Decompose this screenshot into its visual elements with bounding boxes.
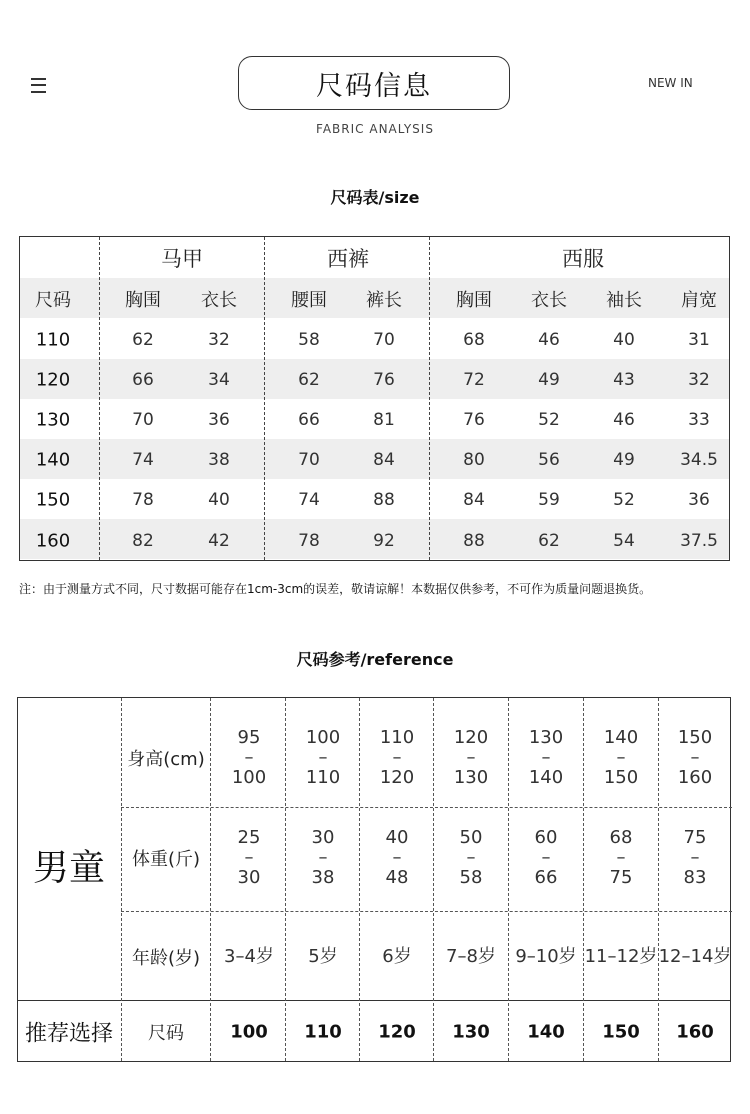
measurement-cell: 36 bbox=[688, 490, 710, 510]
age-value: 5岁 bbox=[308, 946, 338, 967]
weight-value-part: – bbox=[244, 847, 254, 868]
column-divider bbox=[264, 237, 265, 560]
measurement-cell: 78 bbox=[132, 490, 154, 510]
weight-value bbox=[238, 828, 261, 888]
measurement-cell: 40 bbox=[613, 330, 635, 350]
height-value-part: – bbox=[466, 747, 476, 768]
measurement-cell: 49 bbox=[613, 450, 635, 470]
height-value bbox=[454, 728, 488, 788]
size-table-title: 尺码表/size bbox=[330, 188, 420, 207]
row-divider bbox=[121, 911, 732, 912]
measurement-cell: 82 bbox=[132, 531, 154, 551]
size-cell: 120 bbox=[35, 369, 71, 391]
height-value-part: 130 bbox=[453, 767, 489, 788]
recommended-size: 110 bbox=[304, 1021, 342, 1043]
weight-value-part: 48 bbox=[385, 867, 409, 888]
recommended-size: 140 bbox=[527, 1021, 565, 1043]
group-header: 西裤 bbox=[327, 247, 369, 271]
height-value-part: 95 bbox=[237, 727, 261, 748]
measurement-cell: 49 bbox=[538, 370, 560, 390]
weight-value-part: – bbox=[616, 847, 626, 868]
weight-value-part: 75 bbox=[683, 827, 707, 848]
reference-table bbox=[17, 697, 731, 1062]
column-header: 尺码 bbox=[35, 290, 71, 311]
age-value: 7–8岁 bbox=[446, 946, 496, 967]
recommended-size: 130 bbox=[452, 1021, 490, 1043]
measurement-cell: 66 bbox=[298, 410, 320, 430]
measurement-cell: 62 bbox=[132, 330, 154, 350]
column-divider bbox=[508, 698, 509, 1061]
height-value bbox=[306, 728, 340, 788]
size-cell: 150 bbox=[35, 489, 71, 511]
recommended-size: 160 bbox=[676, 1021, 714, 1043]
height-value-part: – bbox=[244, 747, 254, 768]
weight-value-part: – bbox=[466, 847, 476, 868]
weight-label: 体重(斤) bbox=[131, 849, 201, 870]
weight-value bbox=[460, 828, 483, 888]
weight-value-part: 38 bbox=[311, 867, 335, 888]
height-value bbox=[529, 728, 563, 788]
weight-value bbox=[684, 828, 707, 888]
measurement-cell: 31 bbox=[688, 330, 710, 350]
weight-value-part: 50 bbox=[459, 827, 483, 848]
measurement-cell: 76 bbox=[463, 410, 485, 430]
fabric-analysis-subtitle: FABRIC ANALYSIS bbox=[316, 122, 434, 136]
height-value-part: 110 bbox=[379, 727, 415, 748]
height-value-part: 140 bbox=[603, 727, 639, 748]
column-divider bbox=[429, 237, 430, 560]
recommended-size: 100 bbox=[230, 1021, 268, 1043]
height-value-part: – bbox=[392, 747, 402, 768]
column-divider bbox=[285, 698, 286, 1061]
weight-value-part: – bbox=[690, 847, 700, 868]
column-header: 衣长 bbox=[201, 290, 237, 311]
column-header: 胸围 bbox=[125, 290, 161, 311]
measurement-cell: 36 bbox=[208, 410, 230, 430]
age-value: 6岁 bbox=[382, 946, 412, 967]
measurement-cell: 88 bbox=[463, 531, 485, 551]
weight-value-part: 30 bbox=[237, 867, 261, 888]
height-value bbox=[604, 728, 638, 788]
column-divider bbox=[658, 698, 659, 1061]
new-in-label: NEW IN bbox=[648, 76, 693, 90]
measurement-cell: 34 bbox=[208, 370, 230, 390]
column-header: 腰围 bbox=[291, 290, 327, 311]
height-value bbox=[232, 728, 266, 788]
weight-value-part: 75 bbox=[609, 867, 633, 888]
age-value: 3–4岁 bbox=[224, 946, 274, 967]
weight-value-part: 30 bbox=[311, 827, 335, 848]
measurement-cell: 62 bbox=[298, 370, 320, 390]
measurement-cell: 34.5 bbox=[680, 450, 718, 470]
height-label: 身高(cm) bbox=[127, 749, 205, 770]
height-value bbox=[380, 728, 414, 788]
height-value-part: 120 bbox=[453, 727, 489, 748]
measurement-cell: 81 bbox=[373, 410, 395, 430]
height-value-part: – bbox=[541, 747, 551, 768]
weight-value-part: 40 bbox=[385, 827, 409, 848]
height-value-part: 120 bbox=[379, 767, 415, 788]
measurement-cell: 78 bbox=[298, 531, 320, 551]
size-cell: 110 bbox=[35, 329, 71, 351]
age-label: 年龄(岁) bbox=[131, 948, 201, 969]
recommended-size: 150 bbox=[602, 1021, 640, 1043]
column-divider bbox=[210, 698, 211, 1061]
group-label-boys: 男童 bbox=[32, 847, 106, 889]
measurement-cell: 43 bbox=[613, 370, 635, 390]
measurement-cell: 66 bbox=[132, 370, 154, 390]
weight-value bbox=[386, 828, 409, 888]
size-cell: 140 bbox=[35, 449, 71, 471]
row-divider bbox=[121, 807, 732, 808]
measurement-cell: 74 bbox=[132, 450, 154, 470]
weight-value-part: 66 bbox=[534, 867, 558, 888]
measurement-cell: 68 bbox=[463, 330, 485, 350]
weight-value bbox=[312, 828, 335, 888]
measurement-cell: 88 bbox=[373, 490, 395, 510]
measurement-cell: 58 bbox=[298, 330, 320, 350]
size-cell: 160 bbox=[35, 530, 71, 552]
height-value bbox=[678, 728, 712, 788]
measurement-cell: 80 bbox=[463, 450, 485, 470]
reference-table-title: 尺码参考/reference bbox=[296, 650, 454, 669]
column-header: 袖长 bbox=[606, 290, 642, 311]
group-header: 马甲 bbox=[161, 247, 203, 271]
page-title: 尺码信息 bbox=[316, 70, 432, 102]
column-divider bbox=[121, 698, 122, 1061]
measurement-cell: 70 bbox=[298, 450, 320, 470]
height-value-part: 140 bbox=[528, 767, 564, 788]
height-value-part: – bbox=[690, 747, 700, 768]
height-value-part: 100 bbox=[305, 727, 341, 748]
height-value-part: 130 bbox=[528, 727, 564, 748]
weight-value-part: – bbox=[541, 847, 551, 868]
column-divider bbox=[583, 698, 584, 1061]
measurement-cell: 42 bbox=[208, 531, 230, 551]
measurement-cell: 92 bbox=[373, 531, 395, 551]
height-value-part: 150 bbox=[603, 767, 639, 788]
measurement-cell: 33 bbox=[688, 410, 710, 430]
height-value-part: 110 bbox=[305, 767, 341, 788]
age-value: 12–14岁 bbox=[658, 946, 732, 967]
weight-value bbox=[535, 828, 558, 888]
measurement-cell: 84 bbox=[463, 490, 485, 510]
row-divider bbox=[18, 1000, 730, 1001]
measurement-cell: 56 bbox=[538, 450, 560, 470]
measurement-cell: 76 bbox=[373, 370, 395, 390]
measurement-cell: 74 bbox=[298, 490, 320, 510]
recommend-label: 推荐选择 bbox=[24, 1021, 114, 1047]
weight-value-part: 58 bbox=[459, 867, 483, 888]
measurement-cell: 32 bbox=[208, 330, 230, 350]
group-header: 西服 bbox=[562, 247, 604, 271]
column-header: 肩宽 bbox=[681, 290, 717, 311]
measurement-note: 注：由于测量方式不同，尺寸数据可能存在1cm-3cm的误差，敬请谅解！本数据仅供参考，不可作为质量问题退换货。 bbox=[19, 582, 652, 596]
measurement-cell: 84 bbox=[373, 450, 395, 470]
size-cell: 130 bbox=[35, 409, 71, 431]
age-value: 9–10岁 bbox=[515, 946, 577, 967]
height-value-part: 100 bbox=[231, 767, 267, 788]
weight-value-part: – bbox=[318, 847, 328, 868]
measurement-cell: 46 bbox=[538, 330, 560, 350]
weight-value-part: – bbox=[392, 847, 402, 868]
page-title-box bbox=[238, 56, 510, 110]
age-value: 11–12岁 bbox=[584, 946, 658, 967]
measurement-cell: 54 bbox=[613, 531, 635, 551]
measurement-cell: 59 bbox=[538, 490, 560, 510]
measurement-cell: 70 bbox=[132, 410, 154, 430]
weight-value-part: 25 bbox=[237, 827, 261, 848]
measurement-cell: 32 bbox=[688, 370, 710, 390]
column-divider bbox=[433, 698, 434, 1061]
height-value-part: – bbox=[318, 747, 328, 768]
column-header: 胸围 bbox=[456, 290, 492, 311]
weight-value-part: 83 bbox=[683, 867, 707, 888]
measurement-cell: 37.5 bbox=[680, 531, 718, 551]
weight-value bbox=[610, 828, 633, 888]
recommended-size: 120 bbox=[378, 1021, 416, 1043]
size-label: 尺码 bbox=[148, 1023, 184, 1044]
measurement-cell: 46 bbox=[613, 410, 635, 430]
height-value-part: – bbox=[616, 747, 626, 768]
column-header: 裤长 bbox=[366, 290, 402, 311]
measurement-cell: 52 bbox=[538, 410, 560, 430]
weight-value-part: 60 bbox=[534, 827, 558, 848]
measurement-cell: 38 bbox=[208, 450, 230, 470]
measurement-cell: 52 bbox=[613, 490, 635, 510]
column-divider bbox=[359, 698, 360, 1061]
height-value-part: 160 bbox=[677, 767, 713, 788]
measurement-cell: 70 bbox=[373, 330, 395, 350]
measurement-cell: 62 bbox=[538, 531, 560, 551]
height-value-part: 150 bbox=[677, 727, 713, 748]
measurement-cell: 72 bbox=[463, 370, 485, 390]
menu-icon[interactable] bbox=[31, 77, 46, 93]
weight-value-part: 68 bbox=[609, 827, 633, 848]
column-divider bbox=[99, 237, 100, 560]
column-header: 衣长 bbox=[531, 290, 567, 311]
measurement-cell: 40 bbox=[208, 490, 230, 510]
size-table bbox=[19, 236, 730, 561]
